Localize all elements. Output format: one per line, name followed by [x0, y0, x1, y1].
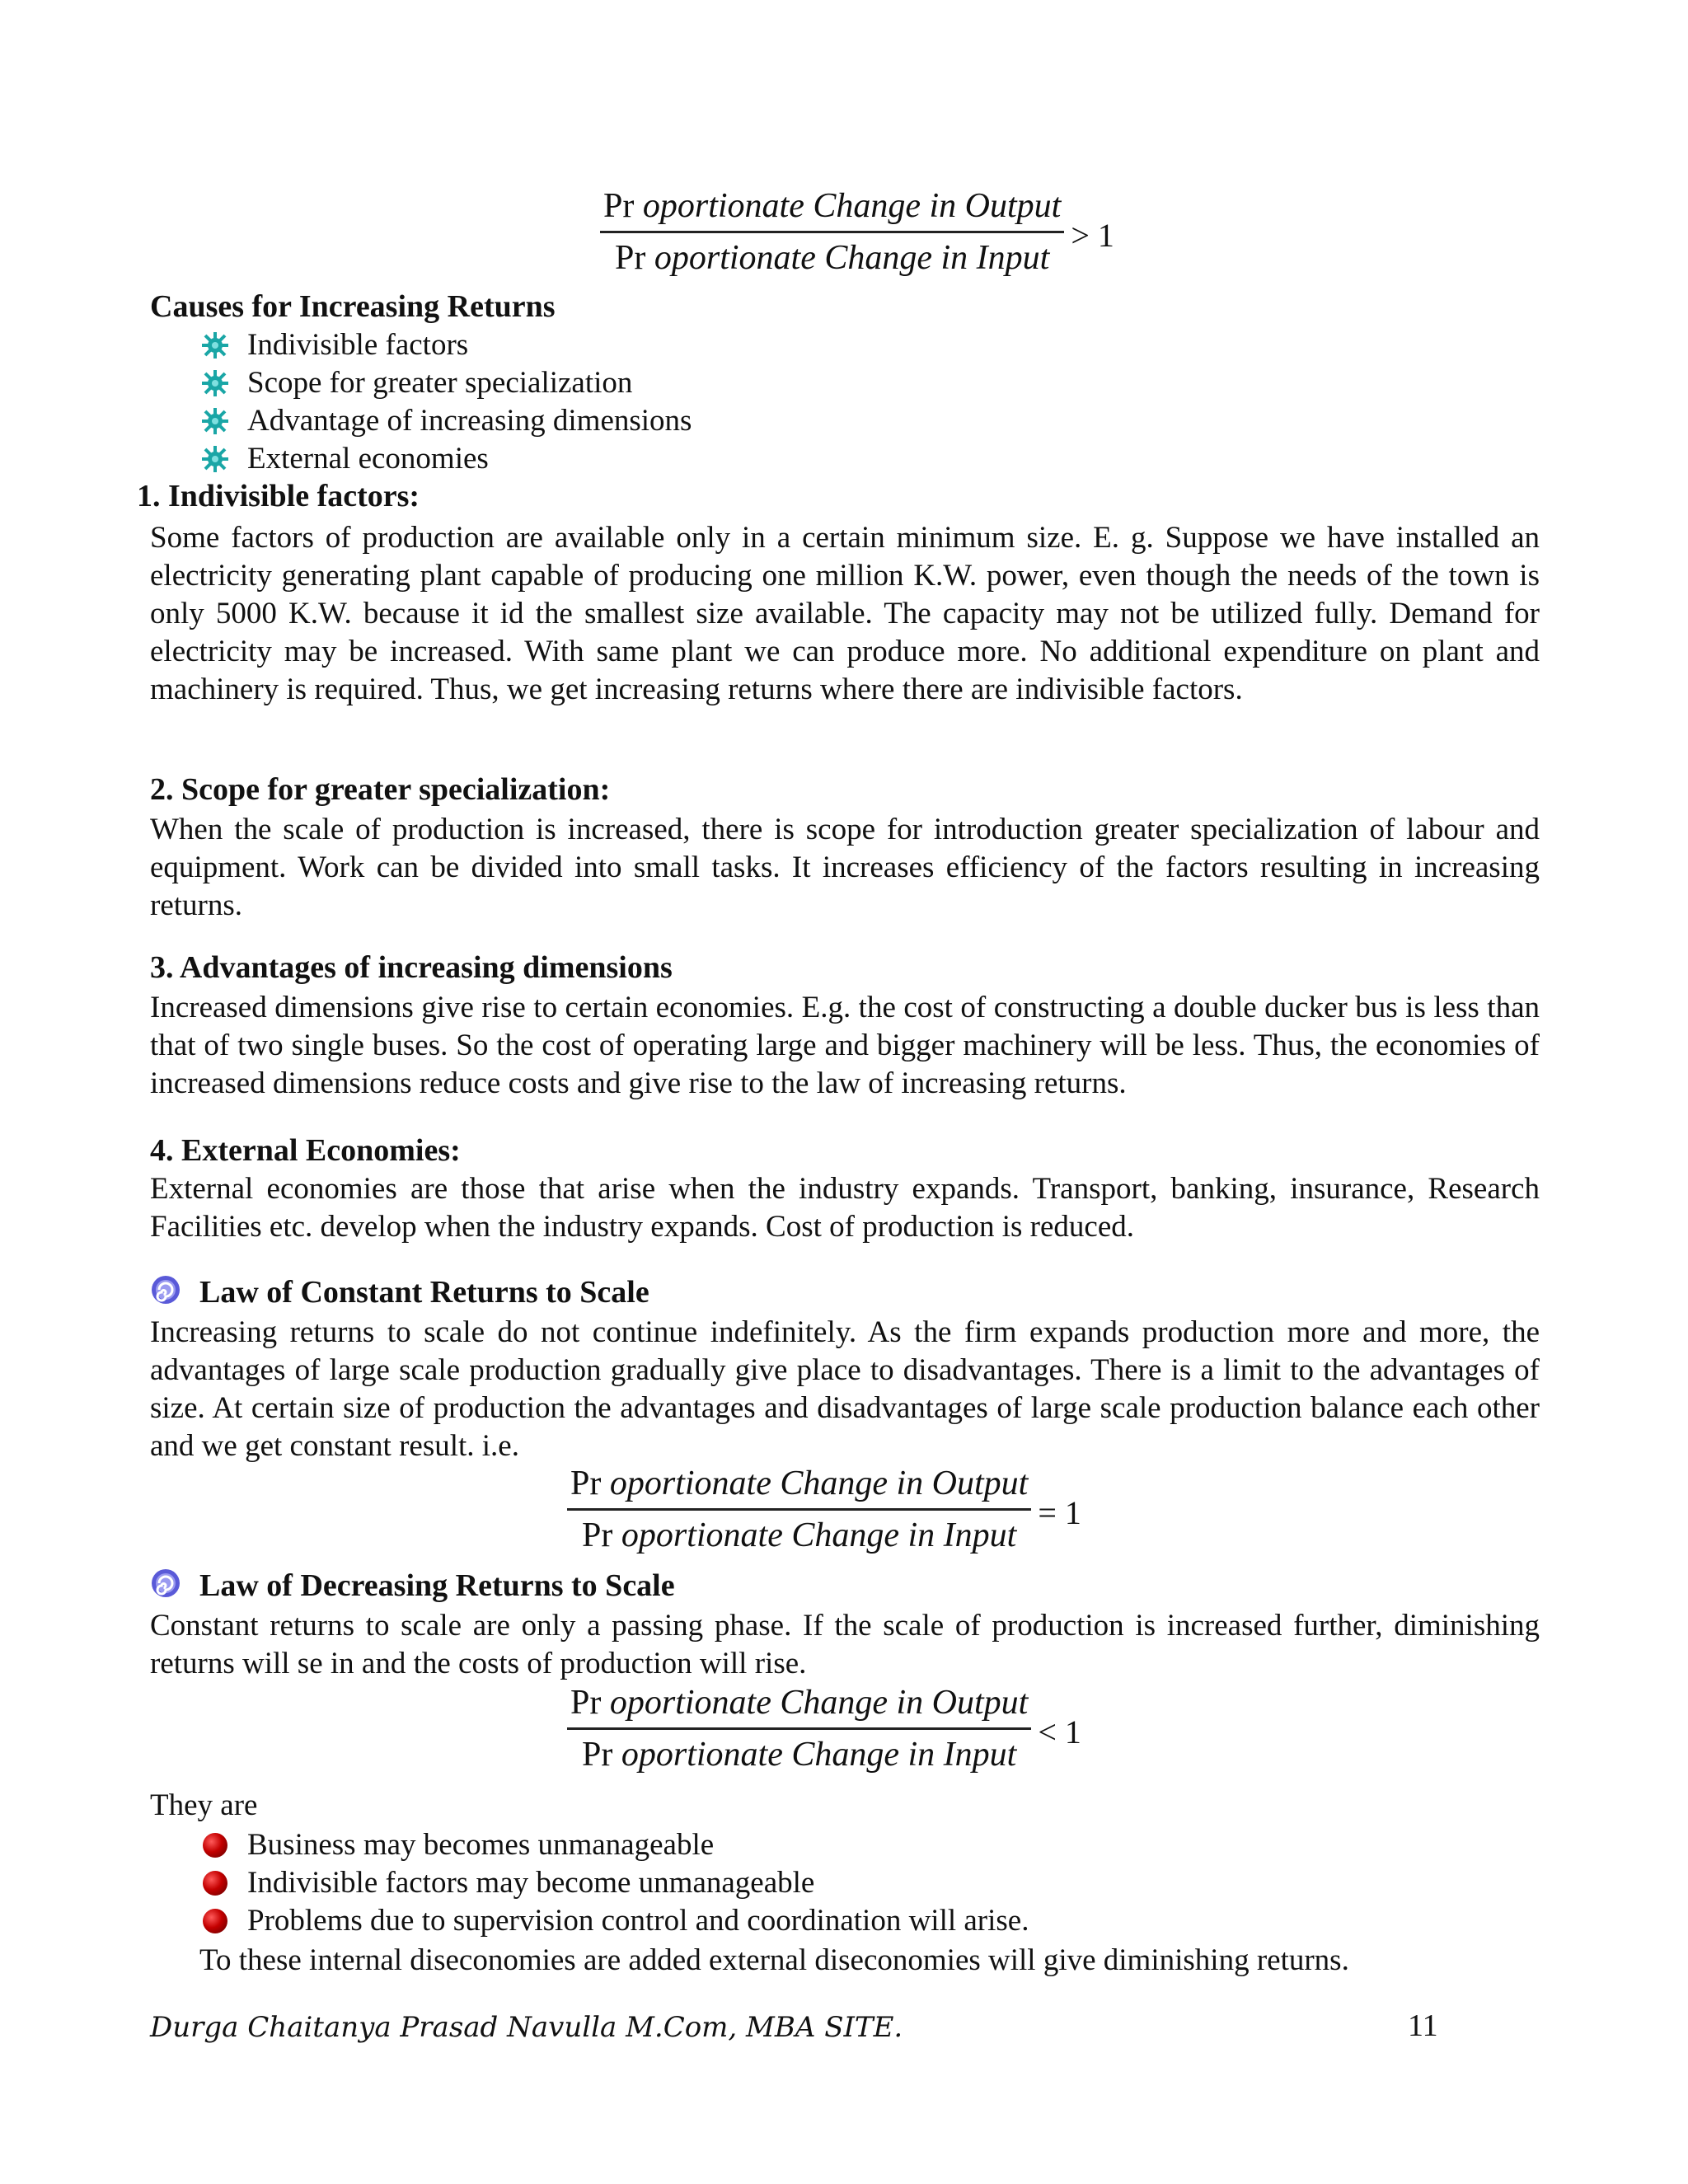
formula-decreasing [567, 1683, 1081, 1774]
section-4-body: External economies are those that arise when the industry expands. Transport, banking, insurance, Research Facilities etc. develop when the industry expands. Cost of production is reduced. [150, 1172, 1540, 1244]
constant-returns-heading: Law of Constant Returns to Scale [150, 1274, 649, 1310]
swirl-icon [150, 1274, 181, 1305]
list-item: Indivisible factors may become unmanageable [198, 1864, 1029, 1902]
gear-star-icon [201, 331, 229, 359]
red-ball-icon [203, 1909, 227, 1933]
closing-text: To these internal diseconomies are added external diseconomies will give diminishing returns. [199, 1943, 1349, 1977]
constant-returns-body: Increasing returns to scale do not continue indefinitely. As the firm expands production more and more, the advantages of large scale production gradually give place to disadvantages. There is a limit to the advantages of size. At certain size of production the advantages and disadvantages of large scale production balance each other and we get constant result. i.e. [150, 1315, 1540, 1463]
section-2-heading: 2. Scope for greater specialization: [150, 772, 611, 807]
causes-heading: Causes for Increasing Returns [150, 289, 556, 324]
list-item: Business may becomes unmanageable [198, 1826, 1029, 1864]
they-are-intro: They are [150, 1788, 258, 1822]
diseconomies-list [198, 1826, 1029, 1940]
formula-relation: > 1 [1071, 217, 1114, 254]
section-1-body: Some factors of production are available only in a certain minimum size. E. g. Suppose we have installed an electricity generating plant capable of producing one million K.W. power, even though the needs of the town is only 5000 K.W. because it id the smallest size available. The capacity may not be utilized fully. Demand for electricity may be increased. With same plant we can produce more. No additional expenditure on plant and machinery is required. Thus, we get increasing returns where there are indivisible factors. [150, 521, 1540, 706]
section-3-body: Increased dimensions give rise to certain economies. E.g. the cost of constructing a double ducker bus is less than that of two single buses. So the cost of operating large and bigger machinery will be less. Thus, the economies of increased dimensions reduce costs and give rise to the law of increasing returns. [150, 991, 1540, 1100]
formula-numerator: Pr oportionate Change in Output [600, 186, 1064, 233]
swirl-icon [150, 1568, 181, 1599]
formula-numerator: Pr oportionate Change in Output [567, 1464, 1031, 1511]
list-item: Advantage of increasing dimensions [198, 402, 692, 440]
page-number: 11 [1408, 2008, 1438, 2043]
gear-star-icon [201, 407, 229, 435]
list-item: Problems due to supervision control and coordination will arise. [198, 1902, 1029, 1940]
formula-numerator: Pr oportionate Change in Output [567, 1683, 1031, 1730]
decreasing-returns-body: Constant returns to scale are only a passing phase. If the scale of production is increased further, diminishing returns will se in and the costs of production will rise. [150, 1609, 1540, 1680]
section-1-heading: 1. Indivisible factors: [137, 479, 420, 513]
footer-author: Durga Chaitanya Prasad Navulla M.Com, MBA SITE. [150, 2011, 903, 2044]
red-ball-icon [203, 1833, 227, 1858]
section-3-heading: 3. Advantages of increasing dimensions [150, 950, 673, 985]
list-item: External economies [198, 440, 692, 478]
gear-star-icon [201, 369, 229, 397]
gear-star-icon [201, 445, 229, 473]
formula-relation: < 1 [1038, 1713, 1081, 1750]
section-2-body: When the scale of production is increased, there is scope for introduction greater specialization of labour and equipment. Work can be divided into small tasks. It increases efficiency of the factors resulting in increasing returns. [150, 813, 1540, 922]
formula-denominator: Pr oportionate Change in Input [615, 239, 1050, 277]
formula-denominator: Pr oportionate Change in Input [582, 1516, 1017, 1554]
formula-constant [567, 1464, 1081, 1555]
decreasing-returns-heading: Law of Decreasing Returns to Scale [150, 1568, 675, 1604]
section-4-heading: 4. External Economies: [150, 1133, 461, 1168]
list-item: Indivisible factors [198, 326, 692, 364]
formula-denominator: Pr oportionate Change in Input [582, 1736, 1017, 1774]
list-item: Scope for greater specialization [198, 364, 692, 402]
red-ball-icon [203, 1871, 227, 1896]
formula-relation: = 1 [1038, 1494, 1081, 1531]
formula-increasing [600, 186, 1114, 278]
causes-list [198, 326, 692, 478]
